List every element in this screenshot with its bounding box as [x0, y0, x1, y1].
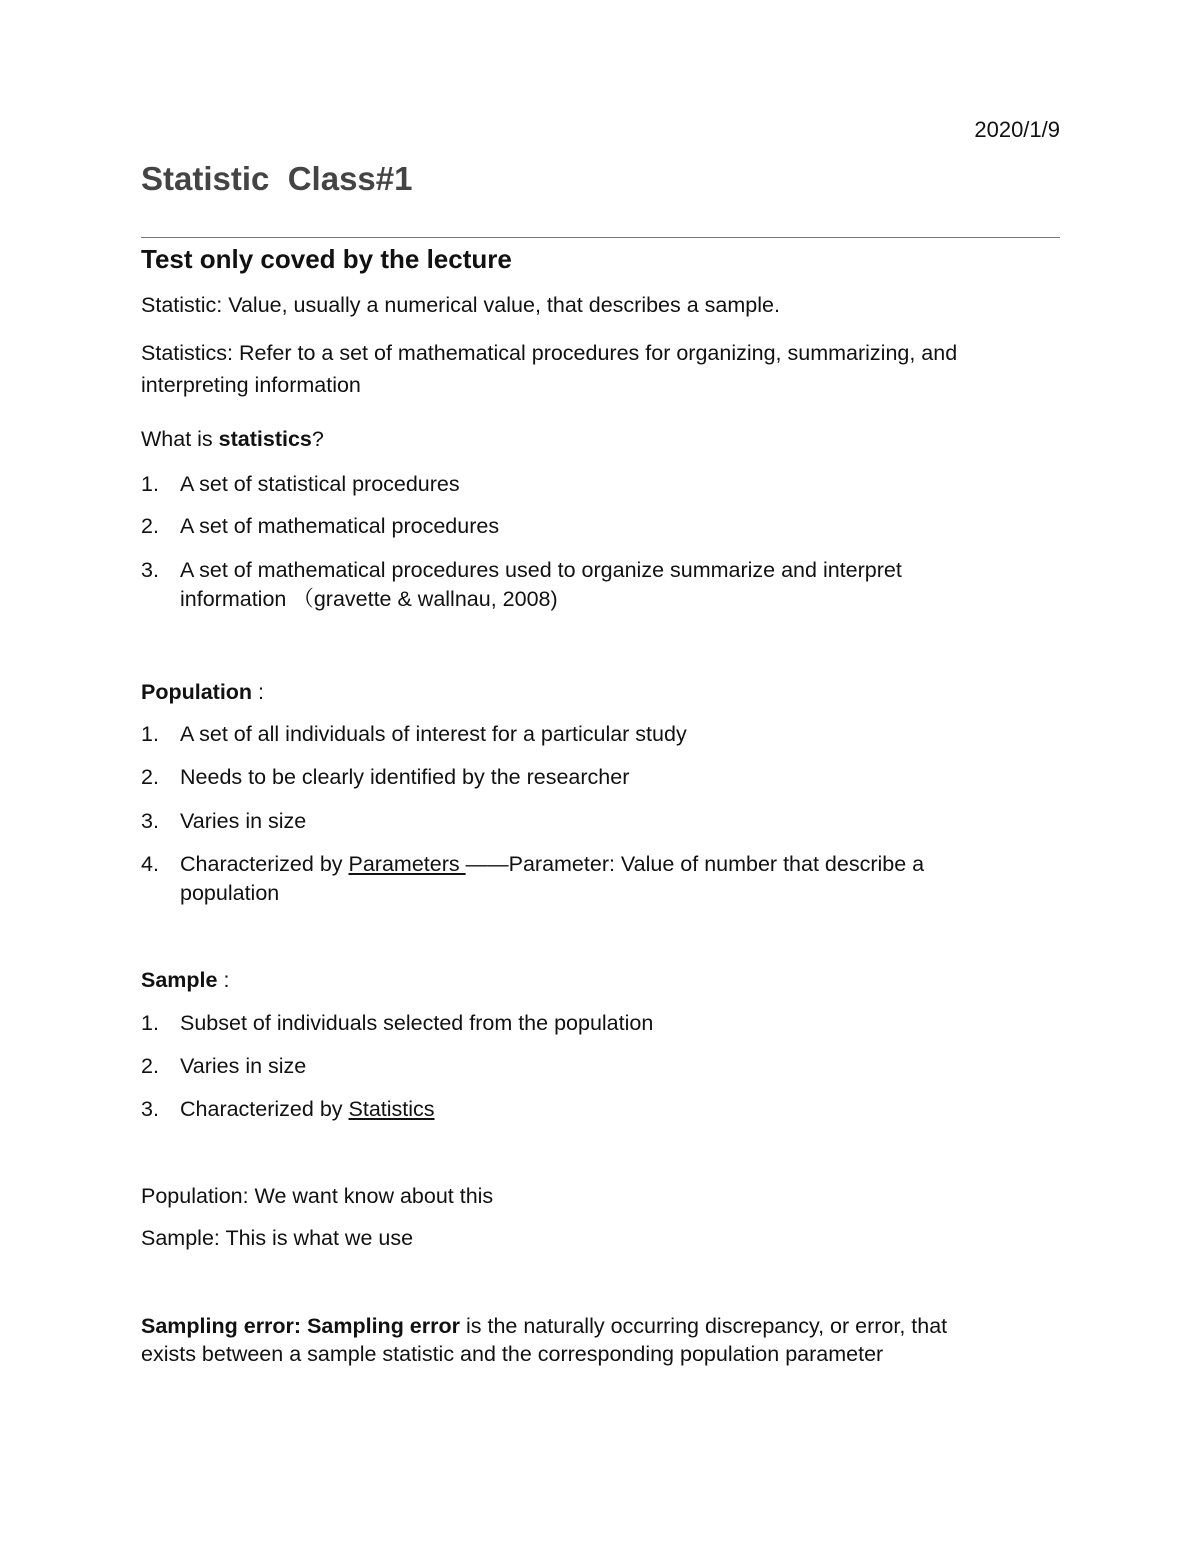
sample-heading-colon: :	[217, 968, 230, 992]
what-is-bold: statistics	[218, 427, 312, 451]
sampling-error-rest: is the naturally occurring discrepancy, or error, that	[460, 1314, 948, 1338]
list-item	[141, 850, 1061, 908]
statistics-term: Statistics	[348, 1097, 435, 1121]
list-number: 1.	[141, 472, 159, 496]
list-item-text: Subset of individuals selected from the population	[180, 1011, 654, 1035]
list-number: 4.	[141, 852, 159, 876]
sampling-error-definition	[141, 1312, 1061, 1368]
list-item	[141, 720, 1061, 749]
list-number: 2.	[141, 765, 159, 789]
list-item-prefix: Characterized by	[180, 852, 349, 876]
list-item	[141, 807, 1061, 836]
sampling-error-term: Sampling error	[307, 1314, 460, 1338]
list-item-text-line1: A set of mathematical procedures used to organize summarize and interpret	[180, 558, 902, 582]
list-item	[141, 512, 1061, 541]
list-item	[141, 1009, 1061, 1038]
list-number: 2.	[141, 514, 159, 538]
population-list	[141, 720, 1061, 908]
list-item-text: Needs to be clearly identified by the researcher	[180, 765, 630, 789]
list-item	[141, 763, 1061, 792]
definition-statistics	[141, 337, 1061, 401]
list-number: 1.	[141, 722, 159, 746]
title-divider	[141, 237, 1060, 238]
what-is-suffix: ?	[311, 427, 324, 451]
definition-statistics-line1: Statistics: Refer to a set of mathematical procedures for organizing, summarizing, and	[141, 341, 958, 365]
definition-statistics-line2: interpreting information	[141, 373, 361, 397]
list-item-text: A set of mathematical procedures	[180, 514, 500, 538]
list-item-prefix: Characterized by	[180, 1097, 349, 1121]
list-number: 3.	[141, 809, 159, 833]
sample-summary: Sample: This is what we use	[141, 1226, 414, 1250]
list-item-text-line2: information （gravette & wallnau, 2008)	[180, 587, 558, 611]
list-number: 3.	[141, 558, 159, 582]
list-item	[141, 556, 1061, 614]
list-item-text: A set of statistical procedures	[180, 472, 460, 496]
parameters-term: Parameters	[348, 852, 466, 876]
document-title: Statistic Class#1	[141, 160, 413, 197]
sampling-error-line2: exists between a sample statistic and the corresponding population parameter	[141, 1342, 884, 1366]
list-item-suffix: ——Parameter: Value of number that describe a	[465, 852, 925, 876]
list-number: 3.	[141, 1097, 159, 1121]
population-heading-bold: Population	[141, 680, 253, 704]
list-item-text: Varies in size	[180, 809, 307, 833]
what-is-list	[141, 470, 1061, 614]
sample-list	[141, 1009, 1061, 1124]
population-summary: Population: We want know about this	[141, 1184, 494, 1208]
list-item	[141, 470, 1061, 499]
sample-heading-bold: Sample	[141, 968, 218, 992]
list-item	[141, 1095, 1061, 1124]
sample-heading	[141, 964, 1061, 996]
sampling-error-label: Sampling error:	[141, 1314, 308, 1338]
list-number: 1.	[141, 1011, 159, 1035]
list-item-text: A set of all individuals of interest for a particular study	[180, 722, 687, 746]
list-item-text: Varies in size	[180, 1054, 307, 1078]
what-is-prefix: What is	[141, 427, 219, 451]
definition-statistic: Statistic: Value, usually a numerical value, that describes a sample.	[141, 293, 780, 317]
list-number: 2.	[141, 1054, 159, 1078]
what-is-statistics-question	[141, 423, 1061, 455]
list-item-text-line2: population	[180, 881, 280, 905]
population-heading-colon: :	[252, 680, 265, 704]
population-heading	[141, 676, 1061, 708]
list-item	[141, 1052, 1061, 1081]
document-subtitle: Test only coved by the lecture	[141, 244, 512, 274]
document-date: 2020/1/9	[974, 117, 1060, 142]
